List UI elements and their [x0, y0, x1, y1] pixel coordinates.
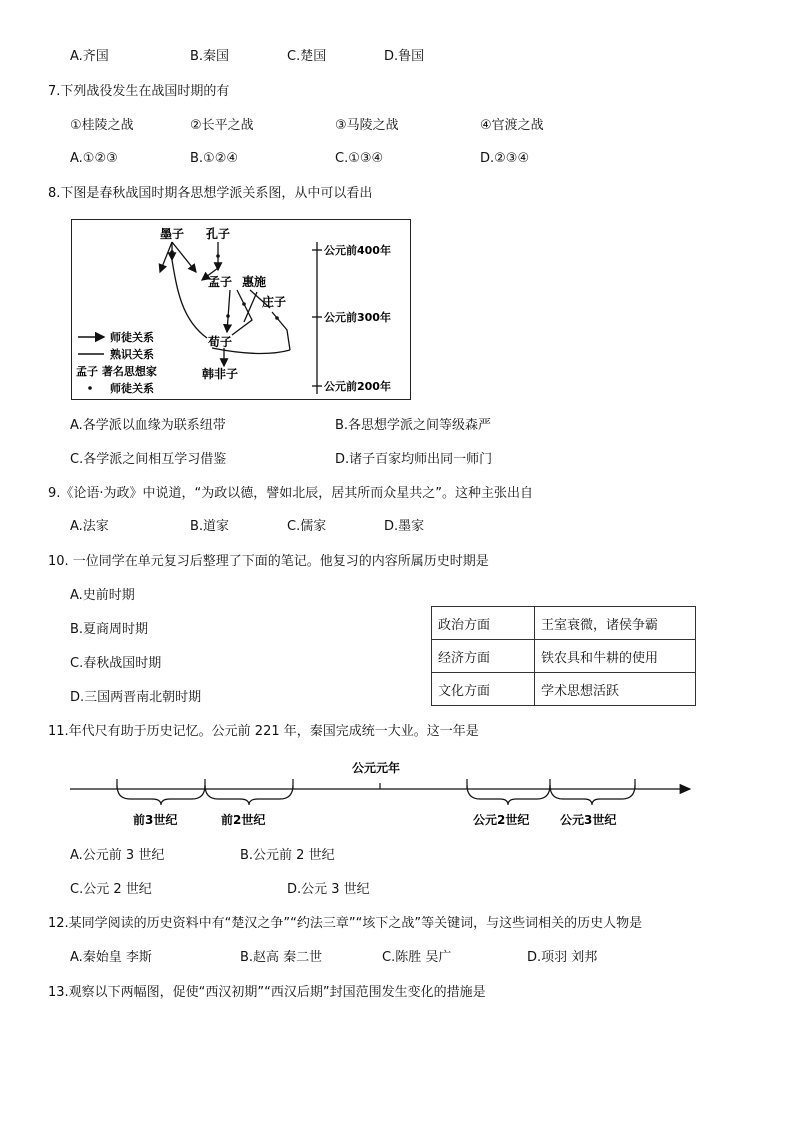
q12-option-b[interactable]: B.赵高 秦二世: [240, 950, 323, 965]
q7-stem: 7.下列战役发生在战国时期的有: [48, 84, 230, 99]
table-row: [432, 607, 696, 640]
q7-option-a[interactable]: A.①②③: [70, 151, 118, 166]
q7-item-3: ③马陵之战: [335, 118, 399, 133]
q7-option-d[interactable]: D.②③④: [480, 151, 530, 166]
q7-item-2: ②长平之战: [190, 118, 254, 133]
q12-option-c[interactable]: C.陈胜 吴广: [382, 950, 452, 965]
q9-option-b[interactable]: B.道家: [190, 519, 230, 534]
q10-stem: 10. 一位同学在单元复习后整理了下面的笔记。他复习的内容所属历史时期是: [48, 554, 489, 569]
legend-teacher-student-dot: 师徒关系: [110, 382, 154, 395]
legend-famous-thinker: 孟子 著名思想家: [76, 365, 157, 378]
q8-option-b[interactable]: B.各思想学派之间等级森严: [335, 418, 492, 433]
notes-content: 王室衰微，诸侯争霸: [535, 607, 696, 640]
timeline-300bc: 公元前300年: [324, 311, 391, 324]
q8-option-d[interactable]: D.诸子百家均师出同一师门: [335, 452, 493, 467]
q8-stem: 8.下图是春秋战国时期各思想学派关系图，从中可以看出: [48, 186, 373, 201]
ruler-segment-2nd-bc: 前2世纪: [221, 813, 266, 827]
q8-option-a[interactable]: A.各学派以血缘为联系纽带: [70, 418, 226, 433]
q12-stem: 12.某同学阅读的历史资料中有“楚汉之争”“约法三章”“垓下之战”等关键词，与这些词相关的历史人物是: [48, 916, 643, 931]
q9-option-c[interactable]: C.儒家: [287, 519, 327, 534]
q7-option-b[interactable]: B.①②④: [190, 151, 239, 166]
thinker-zhuangzi: 庄子: [262, 295, 287, 309]
q6-option-a[interactable]: A.齐国: [70, 49, 109, 64]
legend-acquaintance: 熟识关系: [110, 348, 154, 361]
notes-aspect: 政治方面: [432, 607, 535, 640]
legend-teacher-student: 师徒关系: [110, 331, 154, 344]
q8-diagram-svg: [72, 220, 409, 398]
q13-stem: 13.观察以下两幅图，促使“西汉初期”“西汉后期”封国范围发生变化的措施是: [48, 985, 486, 1000]
timeline-400bc: 公元前400年: [324, 244, 391, 257]
q11-stem: 11.年代尺有助于历史记忆。公元前 221 年，秦国完成统一大业。这一年是: [48, 724, 479, 739]
q6-option-b[interactable]: B.秦国: [190, 49, 230, 64]
table-row: [432, 640, 696, 673]
notes-content: 学术思想活跃: [535, 673, 696, 706]
q11-timeline-ruler: [60, 755, 700, 835]
q7-item-4: ④官渡之战: [480, 118, 544, 133]
timeline-axis: [312, 242, 322, 394]
ruler-year-one: 公元元年: [352, 761, 401, 775]
thinker-kongzi: 孔子: [206, 227, 231, 241]
q7-item-1: ①桂陵之战: [70, 118, 134, 133]
q11-option-c[interactable]: C.公元 2 世纪: [70, 882, 152, 897]
q9-option-a[interactable]: A.法家: [70, 519, 109, 534]
notes-aspect: 文化方面: [432, 673, 535, 706]
q12-option-a[interactable]: A.秦始皇 李斯: [70, 950, 152, 965]
q10-notes-table: [431, 606, 696, 706]
q6-option-c[interactable]: C.楚国: [287, 49, 327, 64]
notes-content: 铁农具和牛耕的使用: [535, 640, 696, 673]
q11-option-b[interactable]: B.公元前 2 世纪: [240, 848, 335, 863]
q8-relationship-diagram: [71, 219, 411, 400]
ruler-segment-3rd-bc: 前3世纪: [133, 813, 178, 827]
notes-aspect: 经济方面: [432, 640, 535, 673]
q10-option-b[interactable]: B.夏商周时期: [70, 622, 149, 637]
ruler-segment-2nd-ad: 公元2世纪: [473, 813, 530, 827]
q9-stem: 9.《论语·为政》中说道，“为政以德，譬如北辰，居其所而众星共之”。这种主张出自: [48, 486, 534, 501]
table-row: [432, 673, 696, 706]
thinker-xunzi: 荀子: [208, 335, 233, 349]
q11-option-d[interactable]: D.公元 3 世纪: [287, 882, 370, 897]
q9-option-d[interactable]: D.墨家: [384, 519, 425, 534]
thinker-mozi: 墨子: [160, 227, 185, 241]
q8-option-c[interactable]: C.各学派之间相互学习借鉴: [70, 452, 227, 467]
q12-option-d[interactable]: D.项羽 刘邦: [527, 950, 598, 965]
q10-option-d[interactable]: D.三国两晋南北朝时期: [70, 690, 202, 705]
ruler-braces: [117, 785, 635, 805]
thinker-huishi: 惠施: [242, 275, 267, 289]
q10-option-c[interactable]: C.春秋战国时期: [70, 656, 162, 671]
q6-option-d[interactable]: D.鲁国: [384, 49, 425, 64]
timeline-200bc: 公元前200年: [324, 380, 391, 393]
q10-option-a[interactable]: A.史前时期: [70, 588, 135, 603]
q7-option-c[interactable]: C.①③④: [335, 151, 384, 166]
q11-option-a[interactable]: A.公元前 3 世纪: [70, 848, 165, 863]
thinker-mengzi: 孟子: [208, 275, 233, 289]
thinker-hanfeizi: 韩非子: [202, 367, 239, 381]
ruler-segment-3rd-ad: 公元3世纪: [560, 813, 617, 827]
